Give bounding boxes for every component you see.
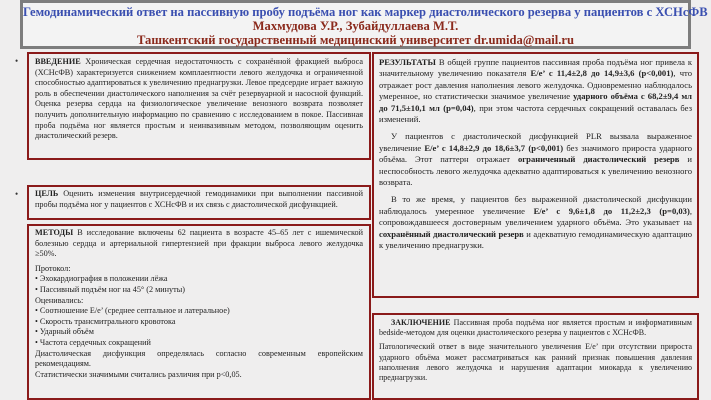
- results-text: В то же время, у пациентов без выраженной диастолической дисфункции наблюдалось умеренное увеличение: [379, 194, 692, 216]
- evaluated-item: • Скорость трансмитрального кровотока: [35, 316, 176, 326]
- methods-text: В исследование включены 62 пациента в возрасте 45–65 лет с ишемической болезнью сердца и артериальной гипертензией при фракции выброса левого желудочка ≥50%.: [35, 228, 363, 259]
- methods-classification: Диастолическая дисфункция определялась согласно современным европейским рекомендациям.: [35, 348, 363, 369]
- evaluated-item: • Частота сердечных сокращений: [35, 337, 151, 347]
- results-highlight: ударного объёма с 68,2±9,4 мл до 71,5±10,1 мл (p=0,04): [379, 91, 692, 113]
- goal-heading: ЦЕЛЬ: [35, 189, 59, 198]
- poster-title-box: [20, 0, 708, 49]
- bullet-icon: •: [15, 56, 19, 66]
- results-text: , что отражает рост давления наполнения левого желудочка. Одновременно наблюдалось умеренное, но статистически значимое увеличение: [379, 68, 692, 102]
- intro-heading: ВВЕДЕНИЕ: [35, 57, 81, 66]
- goal-section: [15, 185, 371, 220]
- results-text: В общей группе пациентов пассивная проба подъёма ног привела к значительному увеличению показателя: [379, 57, 692, 79]
- methods-heading: МЕТОДЫ: [35, 228, 74, 237]
- poster-title: Гемодинамический ответ на пассивную пробу подъёма ног как маркер диастолического резерва у пациентов с ХСНсФВ: [23, 5, 708, 19]
- results-text: без значимого прироста ударного объёма. Этот паттерн отражает: [379, 142, 692, 165]
- evaluated-item: • Соотношение E/e’ (среднее септальное и латеральное): [35, 306, 230, 316]
- introduction-section: [15, 52, 371, 160]
- results-paragraph: [379, 194, 692, 251]
- results-section: [372, 52, 699, 298]
- methods-intro: [35, 228, 363, 260]
- results-text: и адекватную гемодинамическую адаптацию к увеличению преднагрузки.: [379, 228, 692, 251]
- protocol-item: • Эхокардиография в положении лёжа: [35, 274, 168, 284]
- results-text: , сопровождавшееся достоверным увеличением ударного объёма. Это указывает на: [379, 205, 692, 228]
- intro-text: Хроническая сердечная недостаточность с сохранённой фракцией выброса (ХСНсФВ) характеризуется снижением комплаентности левого желудочка и ограниченной способностью адаптироваться к увеличению преднагрузки. Левое предсердие играет важную роль в обеспечении диастолического наполнения за счёт резервуарной и насосной функций. Оценка резерва сердца на физиологическое увеличение венозного возврата позволяет получить дополнительную информацию по сравнению с исследованием в покое. Пассивная проба подъёма ног является простым и неинвазивным методом, позволяющим оценить диастолический резерв.: [35, 57, 363, 141]
- results-highlight: E/e’ с 14,8±2,9 до 18,6±3,7 (p<0,001): [424, 142, 564, 153]
- methods-stats: Статистически значимыми считались различия при p<0,05.: [35, 369, 242, 379]
- poster-authors: Махмудова У.Р., Зубайдуллаева М.Т.: [252, 19, 459, 33]
- conclusion-paragraph: [379, 318, 692, 338]
- results-heading: РЕЗУЛЬТАТЫ: [379, 57, 436, 67]
- evaluated-item: • Ударный объём: [35, 327, 94, 337]
- results-text: и неспособность левого желудочка адекватно адаптироваться к увеличению венозного возврата.: [379, 154, 692, 188]
- protocol-label: Протокол:: [35, 263, 71, 273]
- goal-text: Оценить изменения внутрисердечной гемодинамики при выполнении пассивной пробы подъёма ног у пациентов с ХСНсФВ и их связь с диастолической дисфункцией.: [35, 189, 363, 209]
- results-highlight: E/e’ с 11,4±2,8 до 14,9±3,6 (p<0,001): [530, 68, 674, 79]
- methods-section: [27, 224, 371, 400]
- results-highlight: ограниченный диастолический резерв: [517, 154, 680, 165]
- conclusion-paragraph: Патологический ответ в виде значительного увеличения E/e’ при отсутствии прироста ударного объёма может рассматриваться как ранний признак повышения давления наполнения левого желудочка и нарушения адаптации миокарда к увеличению преднагрузки.: [379, 342, 692, 383]
- conclusion-section: [372, 313, 699, 400]
- results-highlight: E/e’ с 9,6±1,8 до 11,2±2,3 (p=0,03): [533, 205, 690, 216]
- results-paragraph: [379, 57, 692, 125]
- results-paragraph: [379, 131, 692, 188]
- protocol-item: • Пассивный подъём ног на 45° (2 минуты): [35, 284, 185, 294]
- poster-affiliation: Ташкентский государственный медицинский университет dr.umida@mail.ru: [136, 33, 575, 47]
- conclusion-heading: ЗАКЛЮЧЕНИЕ: [391, 318, 451, 327]
- results-text: , при этом частота сердечных сокращений оставалась без изменений.: [379, 102, 693, 125]
- results-highlight: сохранённый диастолический резерв: [379, 228, 524, 239]
- bullet-icon: •: [15, 189, 19, 199]
- evaluated-label: Оценивались:: [35, 295, 84, 305]
- conclusion-text: Пассивная проба подъёма ног является простым и информативным bedside-методом для оценки диастолического резерва у пациентов с ХСНсФВ.: [379, 318, 692, 338]
- results-text: У пациентов с диастолической дисфункцией PLR вызвала выраженное увеличение: [379, 131, 692, 153]
